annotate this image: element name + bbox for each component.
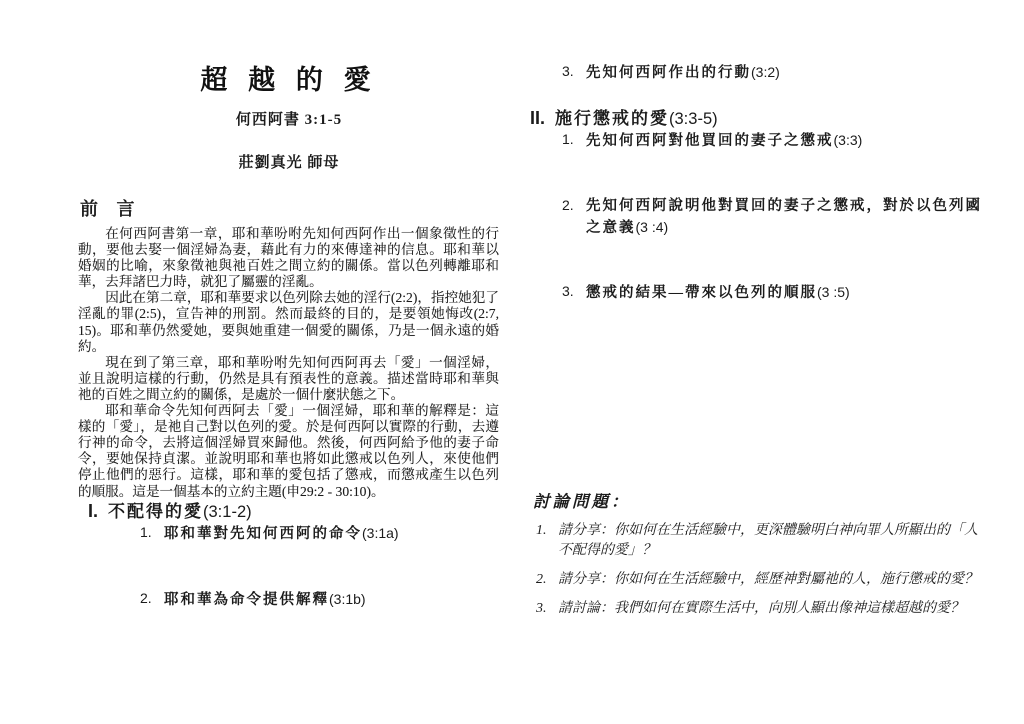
outline-item xyxy=(140,589,366,611)
item-text: 懲戒的結果—帶來以色列的順服(3 :5) xyxy=(586,284,850,301)
item-number: 3. xyxy=(562,63,574,79)
item-text: 耶和華對先知何西阿的命令(3:1a) xyxy=(164,525,399,542)
item-text: 先知何西阿對他買回的妻子之懲戒(3:3) xyxy=(586,132,863,149)
item-verse-ref: (3 :5) xyxy=(817,284,850,300)
item-verse-ref: (3:1b) xyxy=(329,591,366,607)
question-number: 2. xyxy=(536,572,547,587)
question-text: 請討論：我們如何在實際生活中，向別人顯出像神這樣超越的愛？ xyxy=(558,601,964,616)
preface-paragraph: 耶和華命令先知何西阿去「愛」一個淫婦，耶和華的解釋是：這樣的「愛」，是祂自己對以色列的愛。於是何西阿以實際的行動，去遵行神的命令，去將這個淫婦買來歸他。然後，何西阿給予他的妻子命令，要她保持貞潔。並說明耶和華也將如此懲戒以色列人，來使他們停止他們的惡行。這樣，耶和華的愛包括了懲戒，而懲戒產生以色列的順服。這是一個基本的立約主題(申29:2 - 30:10)。 xyxy=(78,403,499,499)
item-text: 耶和華為命令提供解釋(3:1b) xyxy=(164,591,366,608)
outline-section-2-heading xyxy=(530,104,718,129)
item-verse-ref: (3:1a) xyxy=(362,525,399,541)
section-verse-ref: (3:1-2) xyxy=(203,503,252,521)
author-name: 莊劉真光 師母 xyxy=(238,155,340,171)
discussion-questions xyxy=(536,521,990,628)
discussion-question xyxy=(536,599,990,619)
section-number: II. xyxy=(530,108,546,128)
item-number: 2. xyxy=(140,590,152,606)
outline-section-1-heading xyxy=(88,497,252,522)
preface-paragraph: 在何西阿書第一章，耶和華吩咐先知何西阿作出一個象徵性的行動，要他去娶一個淫婦為妻，藉此有力的來傳達神的信息。耶和華以婚姻的比喻，來象徵祂與祂百姓之間立約的關係。當以色列轉離耶和華，去拜諸巴力時，就犯了屬靈的淫亂。 xyxy=(78,226,499,290)
outline-item xyxy=(562,196,986,239)
preface-heading: 前 言 xyxy=(80,199,142,219)
section-title: 不配得的愛 xyxy=(108,502,204,521)
item-number: 2. xyxy=(562,197,574,213)
question-text: 請分享：你如何在生活經驗中，經歷神對屬祂的人，施行懲戒的愛？ xyxy=(558,572,978,587)
item-text: 先知何西阿作出的行動(3:2) xyxy=(586,64,780,81)
scripture-reference: 何西阿書 3:1-5 xyxy=(235,112,343,128)
discussion-heading: 討論問題： xyxy=(533,492,631,511)
item-number: 3. xyxy=(562,283,574,299)
outline-item xyxy=(562,282,850,304)
section-title: 施行懲戒的愛 xyxy=(555,109,670,128)
preface-body xyxy=(78,226,499,500)
item-verse-ref: (3:3) xyxy=(833,132,863,148)
preface-paragraph: 因此在第二章，耶和華要求以色列除去她的淫行(2:2)，指控她犯了淫亂的罪(2:5)，宣告神的刑罰。然而最終的目的，是要領她悔改(2:7, 15)。耶和華仍然愛她，要與她重建一個愛的關係，乃是一個永遠的婚約。 xyxy=(78,290,499,354)
question-number: 3. xyxy=(536,601,547,616)
item-number: 1. xyxy=(140,524,152,540)
item-number: 1. xyxy=(562,131,574,147)
item-verse-ref: (3 :4) xyxy=(635,219,669,235)
outline-item xyxy=(562,130,862,152)
preface-paragraph: 現在到了第三章，耶和華吩咐先知何西阿再去「愛」一個淫婦，並且說明這樣的行動，仍然是具有預表性的意義。描述當時耶和華與祂的百姓之間立約的關係，是處於一個什麼狀態之下。 xyxy=(78,354,499,402)
outline-item xyxy=(562,62,780,84)
item-text: 先知何西阿說明他對買回的妻子之懲戒，對於以色列國之意義(3 :4) xyxy=(586,198,982,236)
question-number: 1. xyxy=(536,523,547,538)
question-text: 請分享：你如何在生活經驗中，更深體驗明白神向罪人所顯出的「人不配得的愛」？ xyxy=(558,523,978,558)
section-verse-ref: (3:3-5) xyxy=(669,110,718,128)
section-number: I. xyxy=(88,501,99,521)
item-verse-ref: (3:2) xyxy=(751,64,780,80)
page-title: 超 越 的 愛 xyxy=(200,65,378,95)
discussion-question xyxy=(536,570,990,590)
discussion-question xyxy=(536,521,990,561)
outline-item xyxy=(140,523,399,545)
